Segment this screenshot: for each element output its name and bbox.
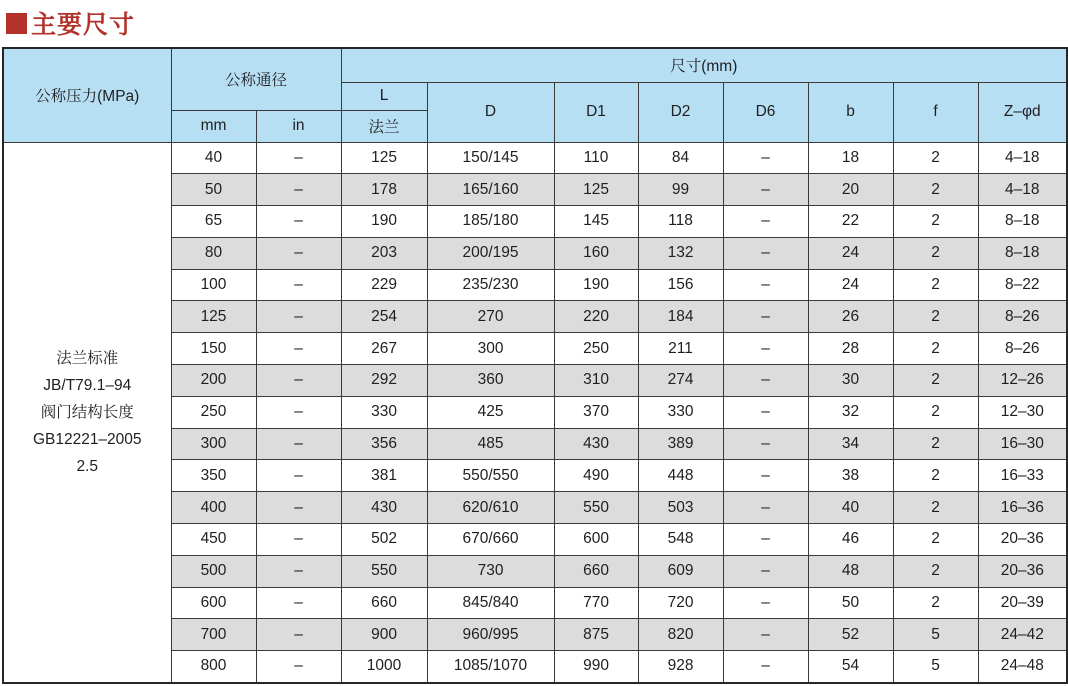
table-cell: 485 — [427, 428, 554, 460]
table-cell: 156 — [638, 269, 723, 301]
page-title-text: 主要尺寸 — [31, 11, 136, 39]
table-cell: 229 — [341, 269, 427, 301]
table-cell: – — [256, 492, 341, 524]
table-cell: – — [723, 428, 808, 460]
table-cell: 1000 — [341, 651, 427, 683]
table-cell: 620/610 — [427, 492, 554, 524]
table-cell: – — [723, 587, 808, 619]
table-row — [3, 142, 1067, 174]
table-cell: 700 — [171, 619, 256, 651]
table-cell: 550 — [341, 555, 427, 587]
table-cell: – — [256, 619, 341, 651]
table-cell: 48 — [808, 555, 893, 587]
table-cell: 4–18 — [978, 142, 1067, 174]
table-cell: 270 — [427, 301, 554, 333]
table-cell: 8–22 — [978, 269, 1067, 301]
table-cell: – — [723, 237, 808, 269]
table-cell: 125 — [341, 142, 427, 174]
table-cell: 2 — [893, 428, 978, 460]
table-cell: – — [256, 396, 341, 428]
pressure-standard-line: 2.5 — [76, 457, 99, 475]
table-cell: 184 — [638, 301, 723, 333]
table-cell: 8–18 — [978, 206, 1067, 238]
table-cell: 30 — [808, 365, 893, 397]
table-cell: 2 — [893, 555, 978, 587]
dimensions-table — [2, 47, 1068, 684]
table-cell: 2 — [893, 396, 978, 428]
table-cell: 274 — [638, 365, 723, 397]
table-cell: 40 — [808, 492, 893, 524]
table-cell: – — [256, 301, 341, 333]
table-cell: 24–42 — [978, 619, 1067, 651]
table-cell: 660 — [554, 555, 638, 587]
table-cell: – — [256, 142, 341, 174]
table-cell: – — [256, 237, 341, 269]
table-cell: 310 — [554, 365, 638, 397]
table-cell: – — [723, 301, 808, 333]
table-cell: 550 — [554, 492, 638, 524]
table-cell: 16–33 — [978, 460, 1067, 492]
table-cell: 550/550 — [427, 460, 554, 492]
table-cell: 960/995 — [427, 619, 554, 651]
table-cell: 548 — [638, 524, 723, 556]
table-cell: 220 — [554, 301, 638, 333]
table-cell: 430 — [554, 428, 638, 460]
table-cell: 2 — [893, 365, 978, 397]
table-cell: – — [723, 555, 808, 587]
table-cell: 2 — [893, 237, 978, 269]
table-cell: 132 — [638, 237, 723, 269]
table-cell: 770 — [554, 587, 638, 619]
table-cell: – — [723, 619, 808, 651]
table-cell: 38 — [808, 460, 893, 492]
table-cell: 46 — [808, 524, 893, 556]
table-cell: 190 — [341, 206, 427, 238]
header-row-1 — [3, 48, 1067, 82]
col-header-d: D — [427, 82, 554, 142]
table-cell: 203 — [341, 237, 427, 269]
table-cell: 12–30 — [978, 396, 1067, 428]
table-cell: – — [723, 365, 808, 397]
table-cell: 356 — [341, 428, 427, 460]
table-cell: 24–48 — [978, 651, 1067, 683]
col-header-b: b — [808, 82, 893, 142]
table-cell: 18 — [808, 142, 893, 174]
table-cell: 928 — [638, 651, 723, 683]
table-cell: 450 — [171, 524, 256, 556]
col-header-l: L — [341, 82, 427, 110]
table-cell: – — [256, 206, 341, 238]
table-cell: 200 — [171, 365, 256, 397]
table-cell: – — [256, 174, 341, 206]
table-cell: 150/145 — [427, 142, 554, 174]
table-cell: 24 — [808, 237, 893, 269]
table-cell: 370 — [554, 396, 638, 428]
table-cell: 150 — [171, 333, 256, 365]
table-cell: 28 — [808, 333, 893, 365]
col-header-flange: 法兰 — [341, 110, 427, 142]
table-cell: 490 — [554, 460, 638, 492]
table-cell: – — [256, 333, 341, 365]
table-cell: 502 — [341, 524, 427, 556]
table-cell: – — [723, 269, 808, 301]
table-cell: – — [723, 174, 808, 206]
table-cell: 381 — [341, 460, 427, 492]
table-cell: – — [256, 651, 341, 683]
table-cell: 300 — [171, 428, 256, 460]
table-cell: 125 — [554, 174, 638, 206]
table-cell: 5 — [893, 619, 978, 651]
table-cell: 2 — [893, 206, 978, 238]
table-cell: 330 — [638, 396, 723, 428]
table-cell: 99 — [638, 174, 723, 206]
pressure-standard-line: 法兰标准 — [56, 349, 119, 367]
table-cell: 80 — [171, 237, 256, 269]
table-cell: 200/195 — [427, 237, 554, 269]
table-cell: – — [723, 460, 808, 492]
table-header — [3, 48, 1067, 142]
table-cell: – — [256, 365, 341, 397]
table-cell: 118 — [638, 206, 723, 238]
table-cell: 50 — [808, 587, 893, 619]
col-header-pressure: 公称压力(MPa) — [3, 48, 171, 142]
table-cell: 20 — [808, 174, 893, 206]
table-cell: 2 — [893, 174, 978, 206]
table-cell: 730 — [427, 555, 554, 587]
col-header-d6: D6 — [723, 82, 808, 142]
table-cell: 145 — [554, 206, 638, 238]
page-title — [6, 5, 135, 41]
col-header-zphid: Z–φd — [978, 82, 1067, 142]
table-cell: 8–26 — [978, 333, 1067, 365]
table-cell: 2 — [893, 524, 978, 556]
table-cell: 2 — [893, 587, 978, 619]
table-cell: 820 — [638, 619, 723, 651]
table-cell: 26 — [808, 301, 893, 333]
table-cell: 720 — [638, 587, 723, 619]
table-cell: 165/160 — [427, 174, 554, 206]
table-cell: 190 — [554, 269, 638, 301]
table-cell: – — [723, 492, 808, 524]
table-cell: 84 — [638, 142, 723, 174]
table-cell: 250 — [171, 396, 256, 428]
table-cell: 125 — [171, 301, 256, 333]
table-cell: 800 — [171, 651, 256, 683]
table-cell: 400 — [171, 492, 256, 524]
table-cell: 500 — [171, 555, 256, 587]
pressure-standard-line: JB/T79.1–94 — [43, 376, 132, 394]
table-cell: – — [723, 524, 808, 556]
table-cell: – — [723, 206, 808, 238]
table-cell: 211 — [638, 333, 723, 365]
table-cell: 503 — [638, 492, 723, 524]
table-cell: 2 — [893, 492, 978, 524]
pressure-standard-line: 阀门结构长度 — [40, 403, 134, 421]
table-cell: 40 — [171, 142, 256, 174]
table-cell: 448 — [638, 460, 723, 492]
table-cell: 2 — [893, 460, 978, 492]
table-cell: 267 — [341, 333, 427, 365]
pressure-standard-line: GB12221–2005 — [32, 430, 142, 448]
table-cell: 20–39 — [978, 587, 1067, 619]
table-cell: – — [723, 333, 808, 365]
table-cell: 8–26 — [978, 301, 1067, 333]
table-cell: 235/230 — [427, 269, 554, 301]
table-cell: 16–30 — [978, 428, 1067, 460]
table-cell: 600 — [171, 587, 256, 619]
table-cell: 300 — [427, 333, 554, 365]
table-cell: 360 — [427, 365, 554, 397]
table-cell: 430 — [341, 492, 427, 524]
title-square-icon — [6, 13, 27, 34]
table-cell: 2 — [893, 269, 978, 301]
table-cell: 110 — [554, 142, 638, 174]
table-cell: 600 — [554, 524, 638, 556]
table-cell: 178 — [341, 174, 427, 206]
table-cell: 292 — [341, 365, 427, 397]
table-cell: 32 — [808, 396, 893, 428]
table-cell: 16–36 — [978, 492, 1067, 524]
col-header-mm: mm — [171, 110, 256, 142]
table-cell: 185/180 — [427, 206, 554, 238]
table-cell: 20–36 — [978, 555, 1067, 587]
table-cell: 65 — [171, 206, 256, 238]
table-body — [3, 142, 1067, 683]
table-cell: 389 — [638, 428, 723, 460]
table-cell: 425 — [427, 396, 554, 428]
table-cell: 660 — [341, 587, 427, 619]
table-cell: – — [256, 555, 341, 587]
table-cell: 900 — [341, 619, 427, 651]
table-cell: – — [256, 428, 341, 460]
table-cell: 2 — [893, 301, 978, 333]
table-cell: 4–18 — [978, 174, 1067, 206]
table-cell: 52 — [808, 619, 893, 651]
table-cell: – — [256, 269, 341, 301]
table-cell: 8–18 — [978, 237, 1067, 269]
col-header-dn: 公称通径 — [171, 48, 341, 110]
table-cell: – — [256, 524, 341, 556]
table-cell: – — [723, 142, 808, 174]
col-header-in: in — [256, 110, 341, 142]
table-cell: 50 — [171, 174, 256, 206]
table-cell: – — [723, 396, 808, 428]
table-cell: 5 — [893, 651, 978, 683]
table-cell: 100 — [171, 269, 256, 301]
table-cell: 990 — [554, 651, 638, 683]
table-cell: – — [723, 651, 808, 683]
table-cell: 1085/1070 — [427, 651, 554, 683]
table-cell: 2 — [893, 142, 978, 174]
table-cell: 609 — [638, 555, 723, 587]
table-cell: 2 — [893, 333, 978, 365]
col-header-size-group: 尺寸(mm) — [341, 48, 1067, 82]
table-cell: – — [256, 460, 341, 492]
pressure-standard-cell — [3, 142, 171, 683]
table-cell: 34 — [808, 428, 893, 460]
table-cell: 250 — [554, 333, 638, 365]
table-cell: 54 — [808, 651, 893, 683]
table-cell: 350 — [171, 460, 256, 492]
col-header-d1: D1 — [554, 82, 638, 142]
table-cell: 845/840 — [427, 587, 554, 619]
table-cell: – — [256, 587, 341, 619]
col-header-d2: D2 — [638, 82, 723, 142]
table-cell: 22 — [808, 206, 893, 238]
table-cell: 330 — [341, 396, 427, 428]
table-cell: 670/660 — [427, 524, 554, 556]
table-cell: 160 — [554, 237, 638, 269]
table-cell: 24 — [808, 269, 893, 301]
col-header-f: f — [893, 82, 978, 142]
table-cell: 875 — [554, 619, 638, 651]
table-cell: 254 — [341, 301, 427, 333]
table-cell: 12–26 — [978, 365, 1067, 397]
table-cell: 20–36 — [978, 524, 1067, 556]
